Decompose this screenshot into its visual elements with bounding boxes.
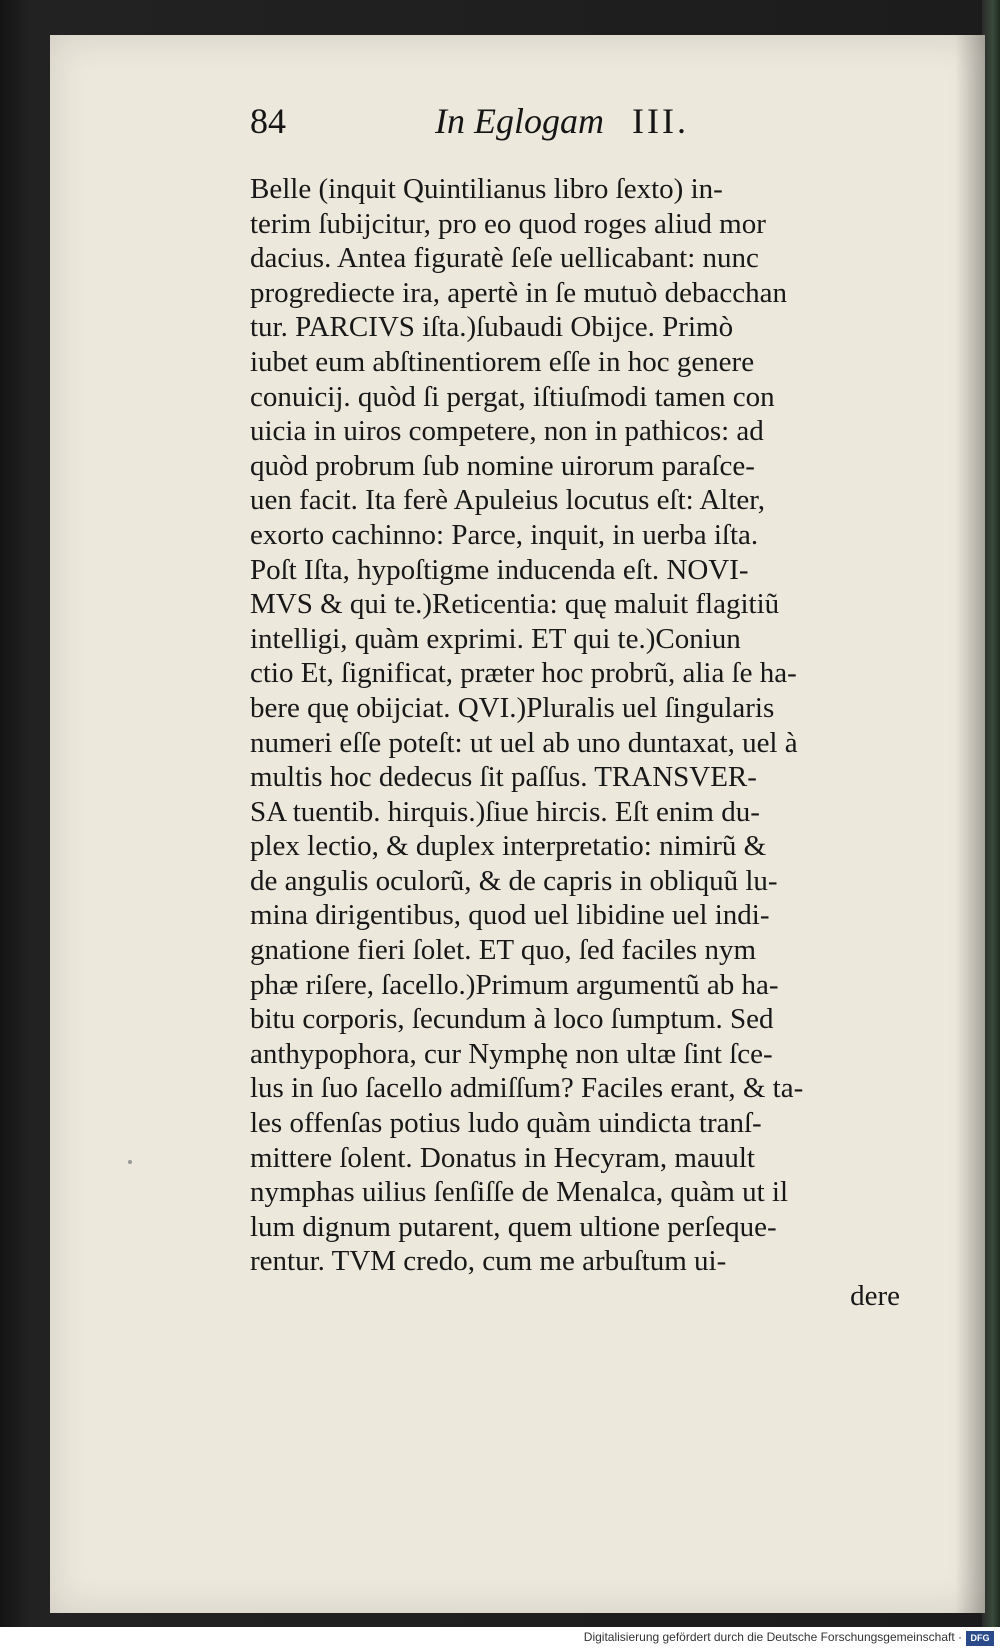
text-line: bitu corporis, ſecundum à loco ſumptum. Sed	[250, 1003, 774, 1036]
text-line: MVS & qui te.)Reticentia: quę maluit flagitiũ	[250, 588, 780, 621]
text-line: Poſt Iſta, hypoſtigme inducenda eſt. NOVI-	[250, 553, 749, 586]
text-line: uicia in uiros competere, non in pathicos: ad	[250, 415, 764, 448]
text-line: terim ſubijcitur, pro eo quod roges aliud mor	[250, 207, 766, 240]
page-header	[250, 100, 770, 150]
catchword: dere	[850, 1280, 900, 1312]
text-line: Belle (inquit Quintilianus libro ſexto) in-	[250, 173, 723, 205]
page-body-text	[250, 172, 910, 1314]
text-line: dacius. Antea figuratè ſeſe uellicabant: nunc	[250, 242, 759, 275]
text-line: iubet eum abſtinentiorem eſſe in hoc genere	[250, 345, 755, 378]
text-line: anthypophora, cur Nymphę non ultæ ſint ſce-	[250, 1037, 773, 1070]
text-line: quòd probrum ſub nomine uirorum paraſce-	[250, 449, 755, 482]
page-number: 84	[250, 101, 286, 141]
funding-credit: Digitalisierung gefördert durch die Deutsche Forschungsgemeinschaft ·	[583, 1630, 962, 1644]
digitization-footer	[0, 1627, 1000, 1651]
text-line: de angulis oculorũ, & de capris in obliquũ lu-	[250, 864, 778, 897]
text-line: rentur. TVM credo, cum me arbuſtum ui-	[250, 1245, 727, 1278]
text-line: bere quę obijciat. QVI.)Pluralis uel ſingularis	[250, 691, 775, 724]
text-line: SA tuentib. hirquis.)ſiue hircis. Eſt enim du-	[250, 795, 760, 828]
text-line: les offenſas potius ludo quàm uindicta tranſ-	[250, 1107, 762, 1140]
text-line: gnatione fieri ſolet. ET quo, ſed faciles nym	[250, 934, 757, 967]
text-line: progrediecte ira, apertè in ſe mutuò debacchan	[250, 276, 788, 309]
running-title: In Eglogam	[435, 101, 604, 141]
dfg-logo-icon: DFG	[966, 1631, 994, 1646]
text-line: phæ riſere, ſacello.)Primum argumentũ ab ha-	[250, 968, 779, 1001]
text-line: numeri eſſe poteſt: ut uel ab uno duntaxat, uel à	[250, 726, 798, 759]
text-line: nymphas uilius ſenſiſſe de Menalca, quàm ut il	[250, 1176, 789, 1209]
text-line: plex lectio, & duplex interpretatio: nimirũ &	[250, 830, 767, 863]
running-title-numeral: III.	[632, 101, 689, 141]
page-edge-shadow	[955, 35, 985, 1613]
text-line: exorto cachinno: Parce, inquit, in uerba iſta.	[250, 518, 759, 551]
text-line: ctio Et, ſignificat, præter hoc probrũ, alia ſe ha-	[250, 657, 797, 690]
text-line: lum dignum putarent, quem ultione perſeque-	[250, 1210, 777, 1243]
text-line: mina dirigentibus, quod uel libidine uel indi-	[250, 899, 770, 932]
text-line: tur. PARCIVS iſta.)ſubaudi Obijce. Primò	[250, 311, 734, 344]
text-line: multis hoc dedecus ſit paſſus. TRANSVER-	[250, 761, 757, 794]
text-line: uen facit. Ita ferè Apuleius locutus eſt: Alter,	[250, 484, 766, 517]
text-line: conuicij. quòd ſi pergat, iſtiuſmodi tamen con	[250, 380, 775, 413]
margin-speck	[128, 1160, 132, 1164]
text-line: mittere ſolent. Donatus in Hecyram, mauult	[250, 1141, 755, 1174]
text-line: lus in ſuo ſacello admiſſum? Faciles erant, & ta-	[250, 1072, 804, 1105]
text-line: intelligi, quàm exprimi. ET qui te.)Coniun	[250, 622, 741, 655]
